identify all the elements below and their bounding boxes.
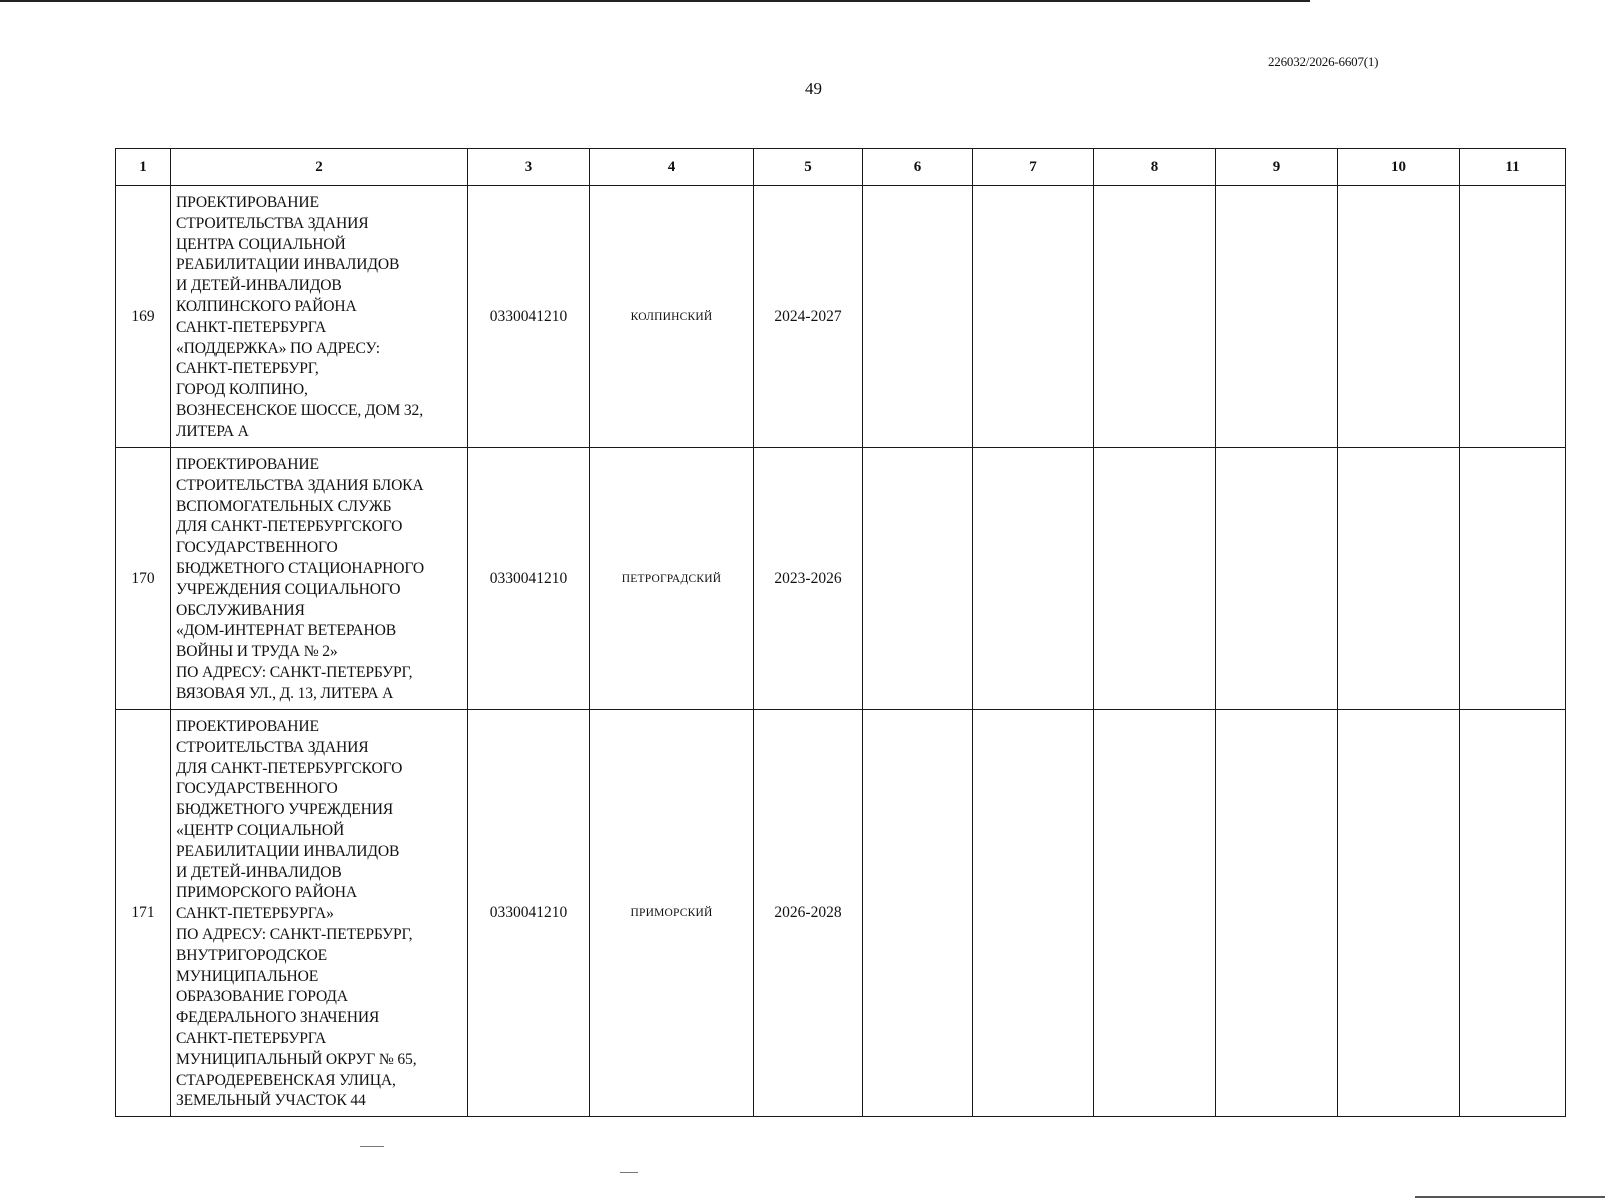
table-row xyxy=(116,448,1566,710)
cell-col-10 xyxy=(1338,448,1460,710)
object-name xyxy=(171,186,468,448)
object-name-line: БЮДЖЕТНОГО СТАЦИОНАРНОГО xyxy=(176,559,424,577)
cell-col-7 xyxy=(973,448,1094,710)
object-name-line: ЗЕМЕЛЬНЫЙ УЧАСТОК 44 xyxy=(176,1092,366,1110)
implementation-period: 2023-2026 xyxy=(754,448,863,710)
scan-artifact-line xyxy=(360,1146,384,1147)
object-name-line: «ЦЕНТР СОЦИАЛЬНОЙ xyxy=(176,821,345,839)
object-name-line: КОЛПИНСКОГО РАЙОНА xyxy=(176,297,357,315)
object-name-line: ОБСЛУЖИВАНИЯ xyxy=(176,601,305,619)
cell-col-11 xyxy=(1460,448,1566,710)
object-name-line: ДЛЯ САНКТ-ПЕТЕРБУРГСКОГО xyxy=(176,759,403,777)
object-name-line: СТРОИТЕЛЬСТВА ЗДАНИЯ xyxy=(176,738,369,756)
header-col-8: 8 xyxy=(1094,149,1216,186)
object-name-line: ПО АДРЕСУ: САНКТ-ПЕТЕРБУРГ, xyxy=(176,925,413,943)
object-name-line: РЕАБИЛИТАЦИИ ИНВАЛИДОВ xyxy=(176,842,400,860)
object-name-line: ГОРОД КОЛПИНО, xyxy=(176,381,308,399)
object-name-line: ПРИМОРСКОГО РАЙОНА xyxy=(176,884,357,902)
cell-col-10 xyxy=(1338,710,1460,1117)
object-name-line: ЛИТЕРА А xyxy=(176,422,249,440)
scan-artifact-line xyxy=(1415,1196,1605,1198)
object-name-line: САНКТ-ПЕТЕРБУРГ, xyxy=(176,360,319,378)
header-col-3: 3 xyxy=(468,149,590,186)
target-article-code: 0330041210 xyxy=(468,186,590,448)
header-col-11: 11 xyxy=(1460,149,1566,186)
cell-col-8 xyxy=(1094,710,1216,1117)
header-col-10: 10 xyxy=(1338,149,1460,186)
object-name-line: ГОСУДАРСТВЕННОГО xyxy=(176,539,338,557)
top-scan-rule xyxy=(0,0,1310,2)
district-name: КОЛПИНСКИЙ xyxy=(590,186,754,448)
object-name-line: «ДОМ-ИНТЕРНАТ ВЕТЕРАНОВ xyxy=(176,622,396,640)
cell-col-8 xyxy=(1094,186,1216,448)
cell-col-11 xyxy=(1460,186,1566,448)
cell-col-9 xyxy=(1216,448,1338,710)
header-col-9: 9 xyxy=(1216,149,1338,186)
row-number: 170 xyxy=(116,448,171,710)
cell-col-11 xyxy=(1460,710,1566,1117)
object-name-line: РЕАБИЛИТАЦИИ ИНВАЛИДОВ xyxy=(176,256,400,274)
cell-col-7 xyxy=(973,186,1094,448)
object-name-line: САНКТ-ПЕТЕРБУРГА xyxy=(176,1029,327,1047)
cell-col-9 xyxy=(1216,710,1338,1117)
district-name: ПРИМОРСКИЙ xyxy=(590,710,754,1117)
object-name-line: УЧРЕЖДЕНИЯ СОЦИАЛЬНОГО xyxy=(176,580,401,598)
cell-col-9 xyxy=(1216,186,1338,448)
target-article-code: 0330041210 xyxy=(468,448,590,710)
header-col-2: 2 xyxy=(171,149,468,186)
page-number: 49 xyxy=(805,79,822,98)
object-name-line: ФЕДЕРАЛЬНОГО ЗНАЧЕНИЯ xyxy=(176,1009,380,1027)
object-name xyxy=(171,710,468,1117)
cell-col-10 xyxy=(1338,186,1460,448)
header-col-7: 7 xyxy=(973,149,1094,186)
object-name-line: САНКТ-ПЕТЕРБУРГА» xyxy=(176,905,334,923)
cell-col-8 xyxy=(1094,448,1216,710)
district-name: ПЕТРОГРАДСКИЙ xyxy=(590,448,754,710)
header-col-1: 1 xyxy=(116,149,171,186)
object-name-line: «ПОДДЕРЖКА» ПО АДРЕСУ: xyxy=(176,339,380,357)
object-name-line: ВЯЗОВАЯ УЛ., Д. 13, ЛИТЕРА А xyxy=(176,684,394,702)
object-name-line: САНКТ-ПЕТЕРБУРГА xyxy=(176,318,327,336)
object-name-line: ГОСУДАРСТВЕННОГО xyxy=(176,780,338,798)
implementation-period: 2026-2028 xyxy=(754,710,863,1117)
object-name-line: ПРОЕКТИРОВАНИЕ xyxy=(176,456,319,473)
object-name xyxy=(171,448,468,710)
object-name-line: СТРОИТЕЛЬСТВА ЗДАНИЯ xyxy=(176,214,369,232)
object-name-line: СТАРОДЕРЕВЕНСКАЯ УЛИЦА, xyxy=(176,1071,396,1089)
table-row xyxy=(116,186,1566,448)
object-name-line: И ДЕТЕЙ-ИНВАЛИДОВ xyxy=(176,277,342,295)
object-name-line: ВНУТРИГОРОДСКОЕ xyxy=(176,946,327,964)
object-name-line: ОБРАЗОВАНИЕ ГОРОДА xyxy=(176,988,348,1006)
cell-col-7 xyxy=(973,710,1094,1117)
header-col-5: 5 xyxy=(754,149,863,186)
cell-col-6 xyxy=(863,710,973,1117)
object-name-line: ЦЕНТРА СОЦИАЛЬНОЙ xyxy=(176,235,346,253)
object-name-line: СТРОИТЕЛЬСТВА ЗДАНИЯ БЛОКА xyxy=(176,476,424,494)
header-col-6: 6 xyxy=(863,149,973,186)
target-article-code: 0330041210 xyxy=(468,710,590,1117)
column-number-header-row xyxy=(116,149,1566,186)
object-name-line: БЮДЖЕТНОГО УЧРЕЖДЕНИЯ xyxy=(176,801,394,819)
object-name-line: ВОЗНЕСЕНСКОЕ ШОССЕ, ДОМ 32, xyxy=(176,401,423,419)
implementation-period: 2024-2027 xyxy=(754,186,863,448)
table-row xyxy=(116,710,1566,1117)
cell-col-6 xyxy=(863,448,973,710)
object-name-line: ВОЙНЫ И ТРУДА № 2» xyxy=(176,643,338,661)
object-name-line: ДЛЯ САНКТ-ПЕТЕРБУРГСКОГО xyxy=(176,518,403,536)
object-name-line: ПРОЕКТИРОВАНИЕ xyxy=(176,718,319,735)
row-number: 171 xyxy=(116,710,171,1117)
row-number: 169 xyxy=(116,186,171,448)
header-col-4: 4 xyxy=(590,149,754,186)
document-registration-number: 226032/2026-6607(1) xyxy=(1268,54,1379,69)
program-table xyxy=(115,148,1566,1117)
object-name-line: ПРОЕКТИРОВАНИЕ xyxy=(176,194,319,211)
object-name-line: ПО АДРЕСУ: САНКТ-ПЕТЕРБУРГ, xyxy=(176,663,413,681)
cell-col-6 xyxy=(863,186,973,448)
scan-artifact-line xyxy=(620,1172,638,1173)
object-name-line: МУНИЦИПАЛЬНОЕ xyxy=(176,967,319,985)
object-name-line: МУНИЦИПАЛЬНЫЙ ОКРУГ № 65, xyxy=(176,1050,417,1068)
object-name-line: ВСПОМОГАТЕЛЬНЫХ СЛУЖБ xyxy=(176,497,392,515)
object-name-line: И ДЕТЕЙ-ИНВАЛИДОВ xyxy=(176,863,342,881)
